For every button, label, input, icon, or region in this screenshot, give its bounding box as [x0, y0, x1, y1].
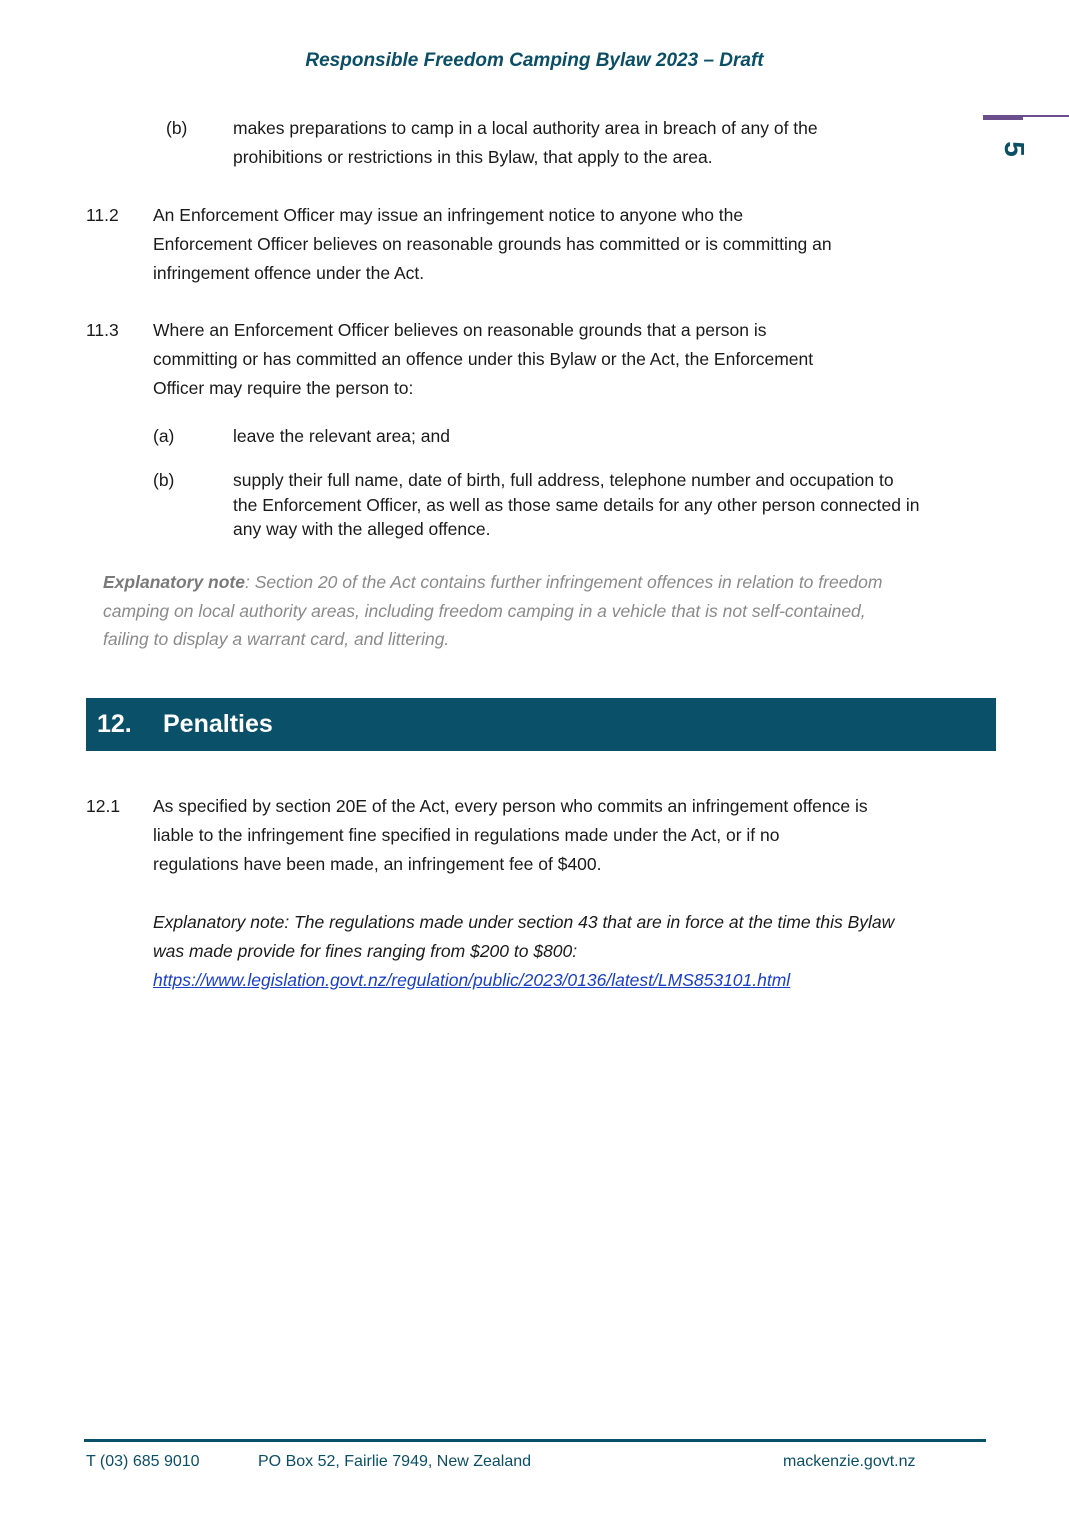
clause-11-3-text [153, 316, 973, 403]
explanatory-note-offences-text-1: : Section 20 of the Act contains further infringement offences in relation to freedom [244, 572, 883, 592]
clause-11-3-b-text [233, 468, 993, 542]
page-tab-accent-bar [983, 115, 1023, 120]
clause-11-2-line-2: Enforcement Officer believes on reasonable grounds has committed or is committing an [153, 234, 832, 254]
explanatory-note-label: Explanatory note [103, 572, 245, 592]
explanatory-note-regulations-line-1: Explanatory note: The regulations made under section 43 that are in force at the time this Bylaw [153, 912, 895, 932]
clause-11-2-text [153, 201, 973, 288]
clause-11-3-a-text: leave the relevant area; and [233, 426, 450, 446]
explanatory-note-regulations [153, 908, 973, 995]
clause-11-3-b-label: (b) [153, 470, 175, 490]
explanatory-note-offences-line-2: camping on local authority areas, including freedom camping in a vehicle that is not self-contained, [103, 600, 866, 621]
clause-11-1-b-line-2: prohibitions or restrictions in this Bylaw, that apply to the area. [233, 147, 713, 167]
clause-11-2-number: 11.2 [86, 205, 119, 225]
clause-12-1-line-1: As specified by section 20E of the Act, every person who commits an infringement offence is [153, 796, 868, 816]
clause-12-1-number: 12.1 [86, 796, 121, 816]
clause-11-3-a-label: (a) [153, 426, 175, 446]
clause-12-1-line-3: regulations have been made, an infringement fee of $400. [153, 854, 602, 874]
clause-12-1-text [153, 792, 973, 879]
footer-website[interactable]: mackenzie.govt.nz [783, 1453, 916, 1470]
page-number-tab [983, 115, 1069, 175]
section-heading-penalties [86, 698, 996, 751]
clause-11-1-b-label: (b) [166, 118, 188, 138]
clause-11-2-line-3: infringement offence under the Act. [153, 263, 425, 283]
clause-11-3-b-line-2: the Enforcement Officer, as well as those same details for any other person connected in [233, 494, 920, 515]
explanatory-note-offences [103, 568, 953, 654]
clause-11-3-line-2: committing or has committed an offence under this Bylaw or the Act, the Enforcement [153, 349, 814, 369]
clause-11-3-number: 11.3 [86, 320, 119, 340]
clause-11-3-line-1: Where an Enforcement Officer believes on reasonable grounds that a person is [153, 320, 767, 340]
footer-address: PO Box 52, Fairlie 7949, New Zealand [258, 1453, 532, 1470]
clause-11-2-line-1: An Enforcement Officer may issue an infringement notice to anyone who the [153, 205, 744, 225]
footer-divider [84, 1439, 986, 1442]
footer-phone: T (03) 685 9010 [86, 1453, 200, 1470]
explanatory-note-offences-line-3: failing to display a warrant card, and littering. [103, 629, 450, 649]
explanatory-note-offences-line-1 [103, 568, 953, 597]
clause-12-1-line-2: liable to the infringement fine specified in regulations made under the Act, or if no [153, 825, 780, 845]
clause-11-1-b-line-1: makes preparations to camp in a local authority area in breach of any of the [233, 118, 818, 138]
clause-11-3-line-3: Officer may require the person to: [153, 378, 414, 398]
clause-11-1-b-text [233, 114, 953, 172]
regulations-link[interactable]: https://www.legislation.govt.nz/regulation/public/2023/0136/latest/LMS853101.html [153, 970, 791, 990]
explanatory-note-regulations-line-2: was made provide for fines ranging from $200 to $800: [153, 941, 578, 961]
document-header-title: Responsible Freedom Camping Bylaw 2023 – Draft [305, 50, 764, 71]
clause-11-3-b-line-1: supply their full name, date of birth, full address, telephone number and occupation to [233, 470, 894, 490]
clause-11-3-b-line-3: any way with the alleged offence. [233, 519, 491, 539]
section-title: Penalties [163, 710, 273, 738]
page-tab-rule [1023, 115, 1069, 117]
section-number: 12. [97, 710, 132, 738]
page-number: 5 [999, 141, 1030, 157]
